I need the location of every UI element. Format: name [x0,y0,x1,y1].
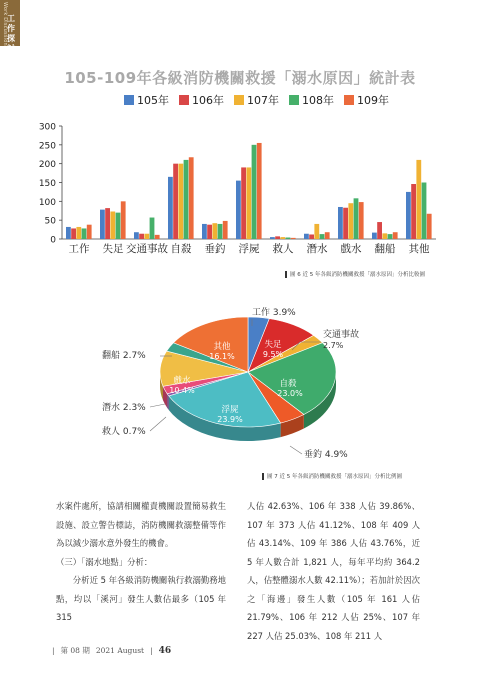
pie-label-body: 浮屍 [221,405,239,415]
bar [286,237,291,239]
bar [257,143,262,239]
x-tick-label: 垂釣 [204,243,226,255]
pie-label-suicide: 自殺 [279,379,297,389]
issue-date: 2021 August [95,646,145,655]
bar [325,232,330,239]
paragraph: 分析近 5 年各級消防機關執行救溺勤務地點，均以「溪河」發生人數佔最多（105 年 315 [56,575,226,622]
pie-label-play-pct: 10.4% [169,386,195,395]
leader-line [150,404,165,407]
leader-line [290,446,302,454]
legend-label: 108年 [302,94,334,107]
body-column-left [56,497,226,627]
pie-label-body-pct: 23.9% [217,415,243,424]
page-footer: | 第 08 期 2021 August | 46 [52,645,172,656]
paragraph: 人佔 42.63%、106 年 338 人佔 39.86%、107 年 373 人佔 41.12%、108 年 409 人佔 43.14%、109 年 386 人佔 43.76%，近 5 年人數合計 1,821 人，每年平均約 364.2 人，佔整體溺水人數 42.11%）；若加計於因次之「海邊」發生人數（105 年 161 人佔 21.79%、106 年 212 人佔 25%、107 年 227 人佔 25.03%、108 年 211 人 [247,501,420,641]
legend-label: 107年 [247,94,279,107]
bar [314,224,319,239]
bar [280,237,285,239]
bar [82,228,87,239]
leader-line [150,417,166,431]
bar [304,234,309,239]
pie-label-diving: 潛水 2.3% [102,403,146,413]
bar [388,234,393,239]
pie-label-traffic-pct: 2.7% [323,341,344,350]
x-tick-label: 救人 [272,243,294,255]
bar [173,164,178,239]
x-tick-label: 潛水 [306,243,328,255]
x-tick-label: 其他 [408,243,430,255]
bar [270,237,275,239]
bar [252,145,257,239]
pie-label-work: 工作 3.9% [252,308,296,318]
bar [416,160,421,239]
pie-label-fishing: 垂釣 4.9% [304,450,348,460]
bar [144,234,149,239]
pie-label-other-pct: 16.1% [209,352,235,361]
bar [372,233,377,239]
bar-chart [0,0,480,270]
bar [291,238,296,239]
bar [377,222,382,239]
section-tab-chinese: 工作 探討 [7,14,15,53]
pie-label-play: 戲水 [173,376,191,386]
bar [184,160,189,239]
pie-label-fall-pct: 9.5% [262,350,284,359]
bar [134,232,139,239]
x-tick-label: 自殺 [170,243,192,255]
bar [348,203,353,239]
pie-label-capsize: 翻船 2.7% [102,351,146,361]
y-tick-label: 100 [38,197,56,208]
pie-label-traffic: 交通事故 [323,330,360,340]
bar [100,210,105,239]
bar [87,225,92,239]
pie-label-suicide-pct: 23.0% [277,389,303,398]
y-tick-label: 0 [50,235,56,246]
bar [76,227,81,239]
pie-label-rescue: 救人 0.7% [102,427,146,437]
bar [406,192,411,239]
bar [223,221,228,239]
bar [236,181,241,239]
paragraph: 水案件處所，協請相關權責機關設置簡易救生設施、設立警告標誌，消防機關救溺整備等作為以減少溺水意外發生的機會。 [56,501,226,548]
bar [66,227,71,239]
y-tick-label: 50 [44,216,56,227]
bar [207,225,212,239]
bar [246,167,251,239]
bar [354,198,359,239]
legend-label: 106年 [192,94,224,107]
bar [71,228,76,239]
pie-chart [0,290,480,465]
y-tick-label: 200 [38,160,56,171]
bar [212,223,217,239]
pie-label-fall: 失足 [264,340,282,350]
bar [150,218,155,239]
x-tick-label: 交通事故 [126,243,168,255]
y-tick-label: 150 [38,179,56,189]
bar [121,201,126,239]
bar [275,236,280,239]
figure-7-caption: 圖 7 近 5 年各級消防機關救援「溺水原因」分析比例圖 [262,472,402,480]
x-tick-label: 浮屍 [238,243,260,255]
bar [320,234,325,239]
x-tick-label: 戲水 [340,243,362,255]
bar [393,232,398,239]
section-tab-english: Work Discussion [2,2,8,46]
y-tick-label: 300 [38,122,56,133]
x-tick-label: 翻船 [374,243,396,255]
bar [178,164,183,239]
bar-chart-title: 105-109年各級消防機關救援「溺水原因」統計表 [64,69,416,87]
bar [116,213,121,239]
bar [359,202,364,239]
bar [411,184,416,239]
figure-6-caption: 圖 6 近 5 年各級消防機關救援「溺水原因」分析比較圖 [285,270,425,278]
bar [168,177,173,239]
bar [338,207,343,239]
issue-number: 第 08 期 [60,646,90,655]
bar [155,235,160,239]
bar [241,167,246,239]
x-tick-label: 工作 [68,243,90,255]
page-number: 46 [158,645,172,656]
legend-label: 105年 [137,94,169,107]
y-tick-label: 250 [38,141,56,152]
bar [343,208,348,239]
bar [105,208,110,239]
bar [382,233,387,239]
bar [309,234,314,239]
bar [139,234,144,239]
bar [218,224,223,239]
bar [422,183,427,240]
bar [427,214,432,239]
body-column-right [247,497,420,645]
pie-slice-side [167,394,169,410]
x-tick-label: 失足 [102,243,124,255]
bar [189,157,194,239]
pie-label-other: 其他 [213,342,231,352]
bar [110,212,115,239]
bar [202,224,207,239]
section-subhead: （三）「溺水地點」分析： [56,556,153,567]
legend-label: 109年 [357,94,389,107]
